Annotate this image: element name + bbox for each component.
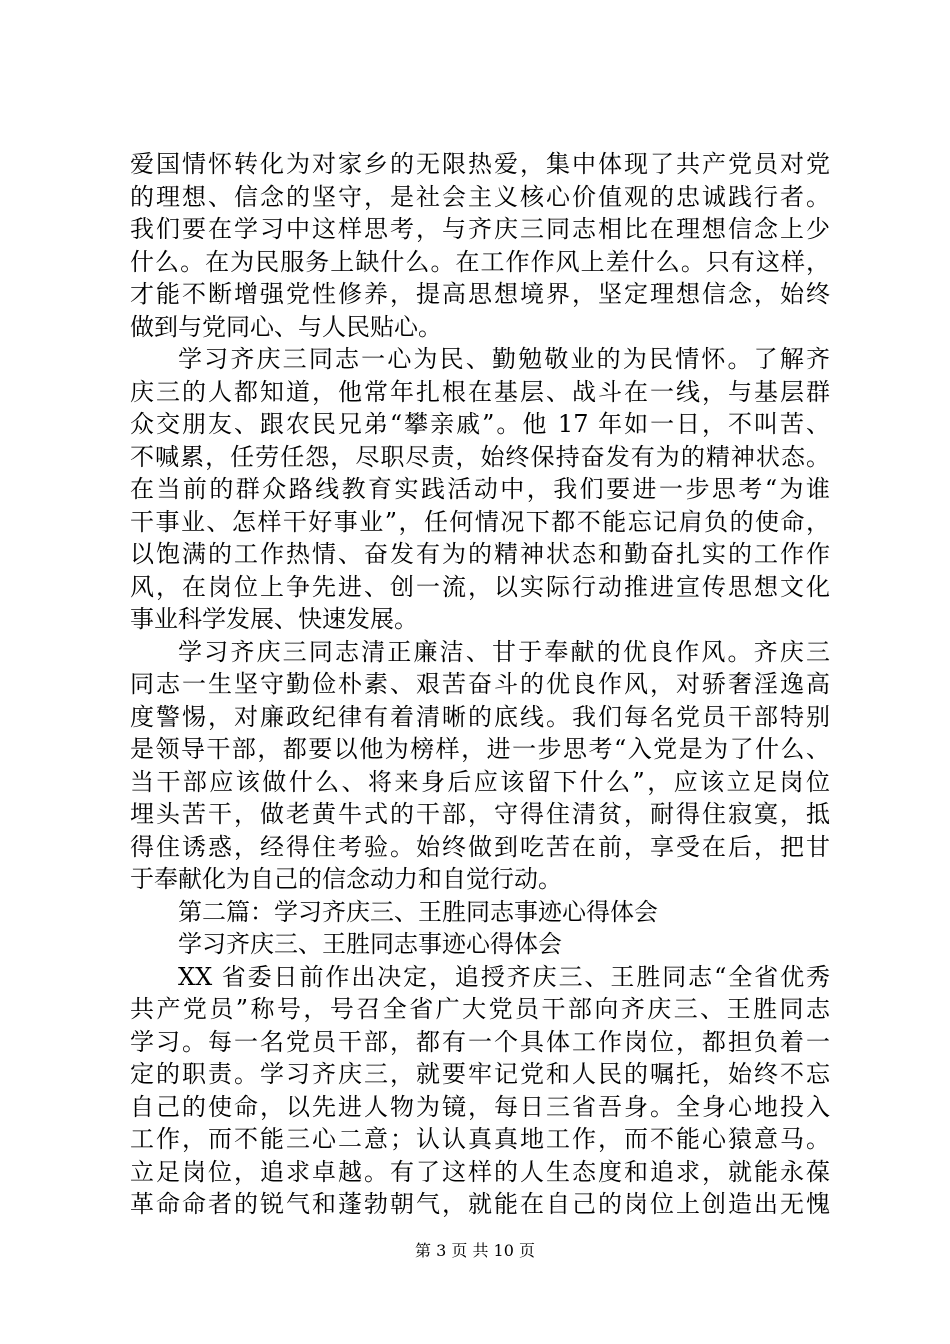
text-line: 以饱满的工作热情、奋发有为的精神状态和勤奋扎实的工作作 (130, 540, 830, 568)
text-line: 当干部应该做什么、将来身后应该留下什么”，应该立足岗位 (130, 767, 830, 796)
text-line: 在当前的群众路线教育实践活动中，我们要进一步思考“为谁 (130, 475, 830, 503)
text-line: 学习齐庆三、王胜同志事迹心得体会 (178, 930, 562, 958)
text-line: 众交朋友、跟农民兄弟“攀亲戚”。他 17 年如一日，不叫苦、 (130, 410, 830, 438)
text-line: 共产党员”称号，号召全省广大党员干部向齐庆三、王胜同志 (130, 995, 830, 1023)
document-body (130, 148, 830, 1221)
text-line: 是领导干部，都要以他为榜样，进一步思考“入党是为了什么、 (130, 735, 830, 763)
text-line: 风，在岗位上争先进、创一流，以实际行动推进宣传思想文化 (130, 572, 830, 601)
text-line: 的理想、信念的坚守，是社会主义核心价值观的忠诚践行者。 (130, 182, 830, 211)
text-line: 什么。在为民服务上缺什么。在工作作风上差什么。只有这样， (130, 247, 830, 276)
text-line: 度警惕，对廉政纪律有着清晰的底线。我们每名党员干部特别 (130, 702, 830, 731)
page-footer: 第 3 页 共 10 页 (415, 1241, 535, 1260)
text-line: 立足岗位，追求卓越。有了这样的人生态度和追求，就能永葆 (130, 1157, 830, 1186)
text-line: 爱国情怀转化为对家乡的无限热爱，集中体现了共产党员对党 (130, 150, 830, 178)
text-line: 自己的使命，以先进人物为镜，每日三省吾身。全身心地投入 (130, 1092, 830, 1121)
text-line: 埋头苦干，做老黄牛式的干部，守得住清贫，耐得住寂寞，抵 (130, 800, 830, 828)
text-line: 革命命者的锐气和蓬勃朝气，就能在自己的岗位上创造出无愧 (130, 1190, 830, 1218)
text-line: 干事业、怎样干好事业”，任何情况下都不能忘记肩负的使命， (130, 507, 830, 536)
text-line: 庆三的人都知道，他常年扎根在基层、战斗在一线，与基层群 (130, 377, 830, 406)
text-line: 工作，而不能三心二意；认认真真地工作，而不能心猿意马。 (130, 1125, 830, 1153)
text-line: 于奉献化为自己的信念动力和自觉行动。 (130, 865, 562, 893)
text-line: 同志一生坚守勤俭朴素、艰苦奋斗的优良作风，对骄奢淫逸高 (130, 670, 830, 698)
text-line: 学习齐庆三同志清正廉洁、甘于奉献的优良作风。齐庆三 (178, 637, 830, 666)
text-line: 学习。每一名党员干部，都有一个具体工作岗位，都担负着一 (130, 1027, 830, 1056)
text-line: XX 省委日前作出决定，追授齐庆三、王胜同志“全省优秀 (178, 962, 830, 991)
text-line: 不喊累，任劳任怨，尽职尽责，始终保持奋发有为的精神状态。 (130, 442, 830, 471)
text-line: 定的职责。学习齐庆三，就要牢记党和人民的嘱托，始终不忘 (130, 1060, 830, 1088)
text-line: 才能不断增强党性修养，提高思想境界，坚定理想信念，始终 (130, 280, 830, 308)
text-line: 做到与党同心、与人民贴心。 (130, 312, 442, 341)
text-line: 第二篇：学习齐庆三、王胜同志事迹心得体会 (178, 897, 658, 926)
text-line: 事业科学发展、快速发展。 (130, 605, 418, 633)
text-line: 学习齐庆三同志一心为民、勤勉敬业的为民情怀。了解齐 (178, 345, 830, 373)
text-line: 得住诱惑，经得住考验。始终做到吃苦在前，享受在后，把甘 (130, 832, 830, 861)
text-line: 我们要在学习中这样思考，与齐庆三同志相比在理想信念上少 (130, 215, 830, 243)
